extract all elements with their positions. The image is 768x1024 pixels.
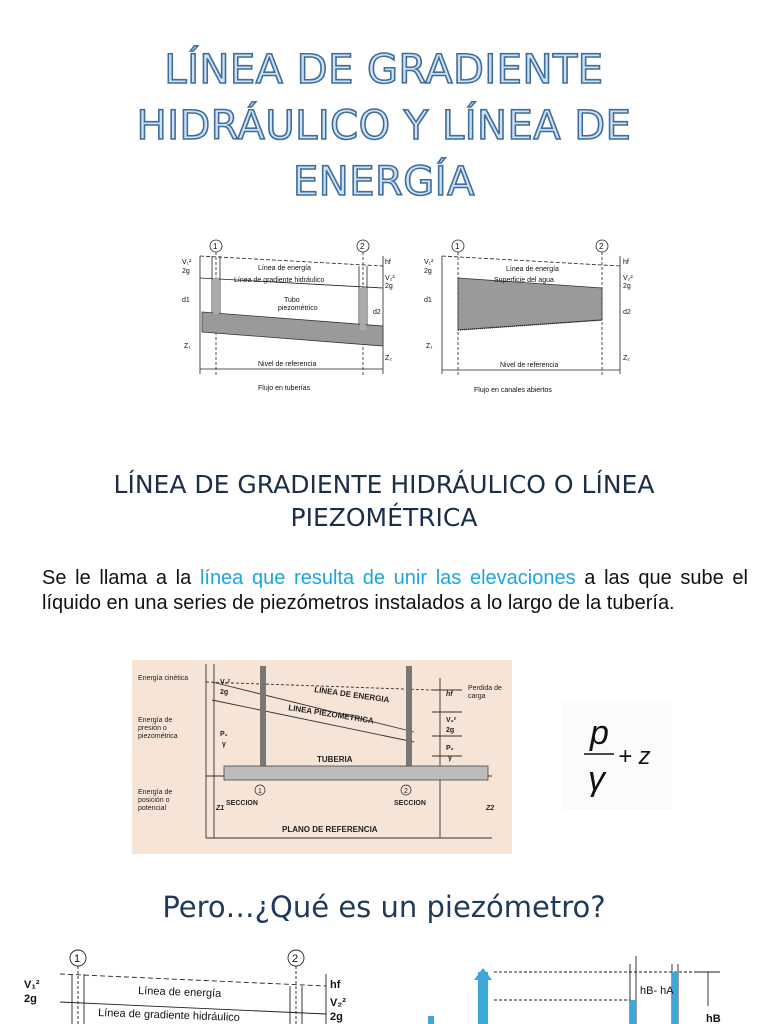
- pipe-hf: hf: [385, 259, 391, 266]
- label-p1: P₁: [220, 731, 228, 738]
- piezometer-diagram-right: [420, 950, 750, 1024]
- label-section-num-1: 1: [258, 788, 262, 795]
- pipe-2g-2: 2g: [385, 283, 393, 290]
- bottom-2g-2: 2g: [330, 1011, 343, 1023]
- bottom-hgl-label: Línea de gradiente hidráulico: [97, 1007, 241, 1024]
- section-heading-line-1: LÍNEA DE GRADIENTE HIDRÁULICO O LÍNEA: [113, 470, 655, 499]
- section-heading-line-2: PIEZOMÉTRICA: [290, 503, 478, 532]
- label-position-1: Energía de: [138, 789, 173, 796]
- piezometer-diagram-left: [20, 944, 354, 1024]
- pipe-d1: d1: [182, 297, 190, 304]
- bottom-2g-1: 2g: [24, 993, 37, 1005]
- channel-d2: d2: [623, 309, 631, 316]
- label-gamma-2: γ: [448, 755, 452, 762]
- pipe-caption: Flujo en tuberías: [258, 385, 311, 392]
- bottom-section-2: 2: [292, 953, 299, 965]
- channel-z1: Z₁: [426, 343, 433, 350]
- label-piezometric-line: LINEA PIEZOMETRICA: [287, 703, 375, 726]
- label-position-3: potencial: [138, 805, 167, 812]
- pipe-v1: V₁²: [182, 259, 192, 266]
- label-v1: V₁²: [220, 679, 230, 686]
- bottom-v2: V₂²: [330, 997, 346, 1009]
- bottom-energy-line-label: Línea de energía: [137, 985, 222, 1000]
- label-pressure-3: piezométrica: [138, 733, 178, 740]
- bottom-v1: V₁²: [24, 979, 40, 991]
- label-datum-plane: PLANO DE REFERENCIA: [282, 825, 378, 834]
- label-p2: P₂: [446, 745, 454, 752]
- label-head-loss-2: carga: [468, 693, 486, 700]
- pipe-datum-label: Nivel de referencia: [258, 361, 317, 368]
- pipe-flow-diagram: [178, 236, 400, 400]
- label-2g-2: 2g: [446, 727, 455, 734]
- channel-flow-diagram: [420, 236, 638, 400]
- formula-p: p: [590, 714, 609, 752]
- piezometer-question-heading: Pero…¿Qué es un piezómetro?: [162, 890, 606, 924]
- label-v2: V₂²: [446, 717, 457, 724]
- label-z1: Z1: [216, 805, 225, 812]
- label-section-1: SECCION: [226, 800, 258, 807]
- channel-hf: hf: [623, 259, 629, 266]
- bottom-hb: hB: [706, 1013, 721, 1024]
- title-line-2: HIDRÁULICO Y LÍNEA DE: [136, 103, 632, 149]
- bottom-section-1: 1: [74, 953, 81, 965]
- pipe-hgl-label: Línea de gradiente hidráulico: [234, 277, 325, 284]
- pipe-2g-1: 2g: [182, 268, 190, 275]
- para-after: a las que sube el líquido en una series de piezómetros instalados a lo largo de la tubería.: [42, 567, 749, 614]
- label-pressure-1: Energía de: [138, 717, 173, 724]
- channel-v2: V₂²: [623, 275, 633, 282]
- pipe-tube-label-1: Tubo: [284, 297, 300, 304]
- formula-plus-z: + z: [618, 743, 651, 770]
- pipe-section-1: 1: [213, 242, 218, 251]
- pipe-tube-label-2: piezométrico: [278, 305, 318, 312]
- channel-v1: V₁²: [424, 259, 434, 266]
- pipe-section-2: 2: [360, 242, 365, 251]
- label-pressure-2: presión o: [138, 725, 167, 732]
- label-head-loss-1: Perdida de: [468, 685, 502, 692]
- pipe-z2: Z₂: [385, 355, 392, 362]
- bottom-hb-ha: hB- hA: [640, 985, 674, 997]
- channel-datum-label: Nivel de referencia: [500, 362, 559, 369]
- pipe-energy-line-label: Línea de energía: [258, 265, 311, 272]
- pipe-d2: d2: [373, 309, 381, 316]
- label-hf: hf: [446, 691, 453, 698]
- energy-line-diagram: [132, 660, 512, 854]
- channel-2g-2: 2g: [623, 283, 631, 290]
- page-title: [0, 42, 768, 210]
- channel-2g-1: 2g: [424, 268, 432, 275]
- section-heading-piezometric: [40, 468, 728, 534]
- channel-energy-line-label: Línea de energía: [506, 266, 559, 273]
- piezometric-formula: [562, 700, 672, 810]
- pipe-z1: Z₁: [184, 343, 191, 350]
- definition-paragraph: [42, 566, 748, 616]
- channel-caption: Flujo en canales abiertos: [474, 387, 552, 394]
- label-gamma-1: γ: [222, 741, 226, 748]
- para-before: Se le llama a la: [42, 567, 200, 589]
- label-kinetic-energy: Energía cinética: [138, 675, 189, 682]
- para-highlight: línea que resulta de unir las elevaciones: [199, 567, 576, 589]
- label-section-2: SECCION: [394, 800, 426, 807]
- formula-gamma: γ: [588, 760, 605, 798]
- label-2g-1: 2g: [220, 689, 229, 696]
- channel-surface-label: Superficie del agua: [494, 277, 554, 284]
- label-section-num-2: 2: [404, 788, 408, 795]
- title-line-3: ENERGÍA: [293, 159, 475, 205]
- channel-section-1: 1: [455, 242, 460, 251]
- channel-z2: Z₂: [623, 355, 630, 362]
- channel-section-2: 2: [599, 242, 604, 251]
- label-position-2: posición o: [138, 797, 170, 804]
- label-pipe: TUBERIA: [317, 755, 353, 764]
- label-z2: Z2: [486, 805, 495, 812]
- title-line-1: LÍNEA DE GRADIENTE: [164, 47, 604, 93]
- label-energy-line: LINEA DE ENERGIA: [313, 685, 390, 705]
- bottom-hf: hf: [330, 979, 341, 991]
- pipe-v2: V₂²: [385, 275, 395, 282]
- channel-d1: d1: [424, 297, 432, 304]
